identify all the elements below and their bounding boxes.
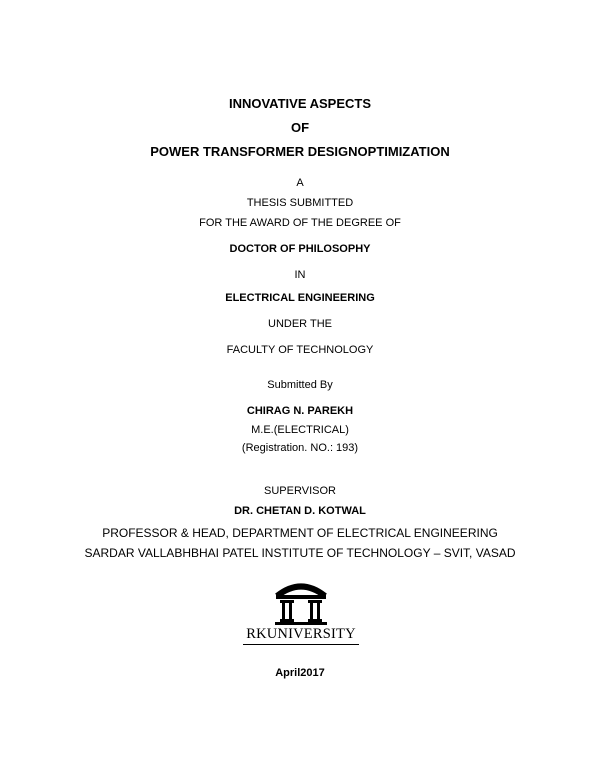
submission-date: April2017 [275,667,325,679]
faculty-name: FACULTY OF TECHNOLOGY [226,344,374,356]
field-name: ELECTRICAL ENGINEERING [225,292,375,304]
thesis-submitted: THESIS SUBMITTED [246,197,354,209]
submitted-by: Submitted By [267,379,333,391]
degree-name: DOCTOR OF PHILOSOPHY [229,243,371,255]
supervisor-name: DR. CHETAN D. KOTWAL [234,505,366,517]
logo-underline [243,644,359,645]
title-line-3: POWER TRANSFORMER DESIGNOPTIMIZATION [150,144,450,159]
title-line-2: OF [290,120,310,135]
author-registration: (Registration. NO.: 193) [241,442,359,454]
pillared-arch-icon [243,579,359,625]
thesis-under: UNDER THE [268,318,332,330]
university-logo [243,579,359,649]
title-line-1: INNOVATIVE ASPECTS [228,96,372,111]
supervisor-label: SUPERVISOR [264,485,336,497]
author-name: CHIRAG N. PAREKH [246,405,354,417]
supervisor-position: PROFESSOR & HEAD, DEPARTMENT OF ELECTRICAL ENGINEERING [102,526,498,540]
supervisor-institute: SARDAR VALLABHBHAI PATEL INSTITUTE OF TECHNOLOGY – SVIT, VASAD [84,546,516,560]
thesis-award: FOR THE AWARD OF THE DEGREE OF [199,217,401,229]
university-name: RKUNIVERSITY [246,626,356,642]
author-qualification: M.E.(ELECTRICAL) [251,424,349,436]
thesis-in: IN [294,269,306,281]
thesis-a: A [296,177,304,189]
